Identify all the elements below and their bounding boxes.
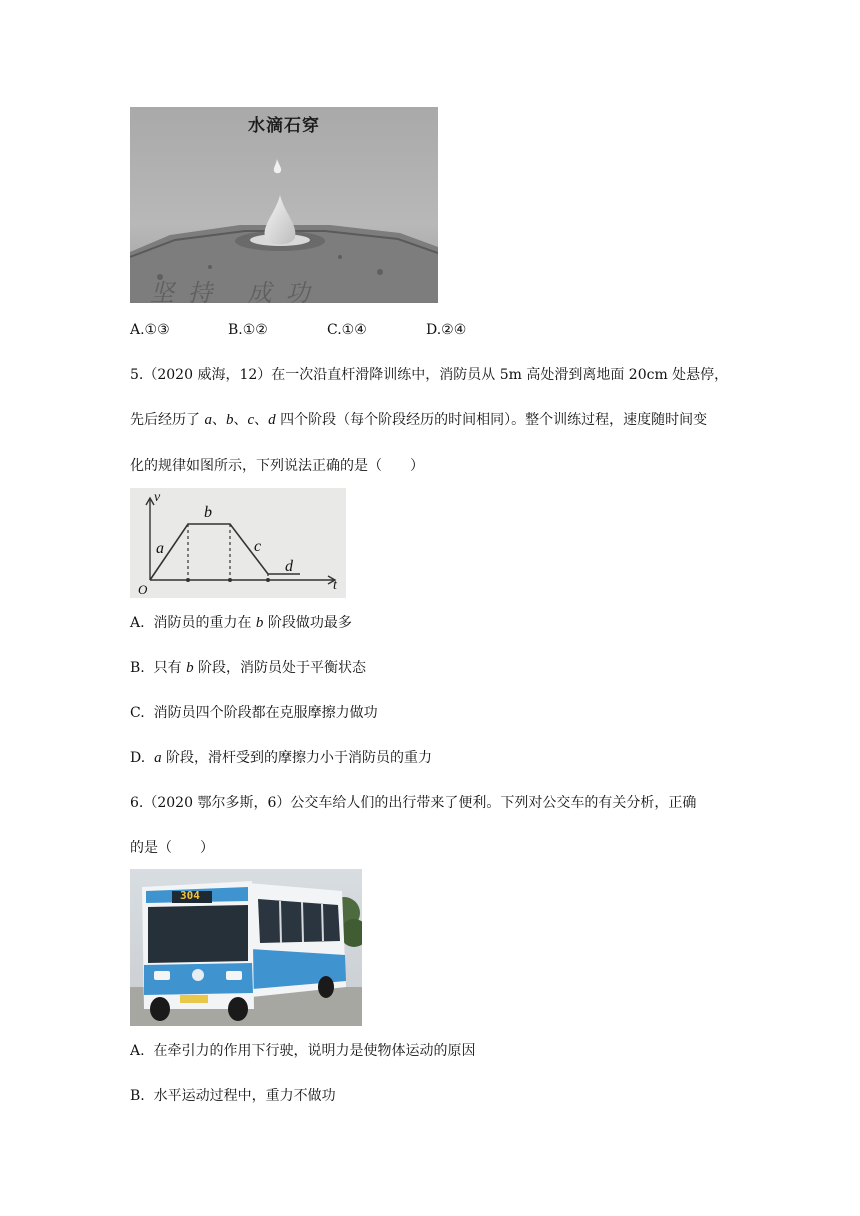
graph-stage-c: c [254, 538, 262, 555]
q4-option-c[interactable]: C.①④ [327, 322, 367, 338]
q5-line-1 [130, 365, 728, 385]
q4-options [130, 320, 530, 340]
q6-line-2: 的是（ ） [130, 840, 214, 856]
velocity-time-graph [130, 488, 346, 598]
q5-option-d[interactable]: D. a 阶段，滑杆受到的摩擦力小于消防员的重力 [130, 750, 433, 766]
graph-origin-label: O [138, 582, 148, 597]
figure-caption: 水滴石穿 [248, 116, 320, 136]
q4-option-a[interactable]: A.①③ [130, 322, 170, 338]
graph-stage-a: a [156, 540, 164, 557]
graph-stage-b: b [204, 504, 212, 521]
q5-option-a[interactable]: A. 消防员的重力在 b 阶段做功最多 [130, 615, 352, 631]
q6-option-a[interactable]: A. 在牵引力的作用下行驶，说明力是使物体运动的原因 [130, 1043, 476, 1059]
graph-t-label: t [333, 578, 337, 593]
q6-source: （2020 鄂尔多斯，6） [143, 795, 291, 811]
bus-route-number: 304 [180, 889, 200, 902]
q5-option-b[interactable]: B. 只有 b 阶段，消防员处于平衡状态 [130, 660, 367, 676]
bus-image [130, 869, 362, 1026]
q5-text-1: 在一次沿直杆滑降训练中，消防员从 5m 高处滑到离地面 20cm 处悬停， [271, 367, 729, 383]
q5-line-2: 先后经历了 a、b、c、d 四个阶段（每个阶段经历的时间相同）。整个训练过程，速度随时间变 [130, 412, 708, 428]
q5-option-c[interactable]: C. 消防员四个阶段都在克服摩擦力做功 [130, 705, 378, 721]
graph-v-label: v [154, 490, 161, 505]
q5-line-3: 化的规律如图所示，下列说法正确的是（ ） [130, 458, 424, 474]
graph-stage-d: d [285, 558, 293, 575]
water-drop-stone-image [130, 107, 438, 303]
q4-option-b[interactable]: B.①② [228, 322, 268, 338]
stone-engraving: 坚持 成功 [150, 279, 324, 303]
q6-line-1 [130, 793, 696, 813]
q5-source: （2020 威海，12） [143, 367, 272, 383]
q6-number: 6. [130, 795, 144, 811]
q4-option-d[interactable]: D.②④ [426, 322, 467, 338]
q6-text-1: 公交车给人们的出行带来了便利。下列对公交车的有关分析，正确 [290, 795, 697, 811]
q6-option-b[interactable]: B. 水平运动过程中，重力不做功 [130, 1088, 336, 1104]
q5-number: 5. [130, 367, 144, 383]
